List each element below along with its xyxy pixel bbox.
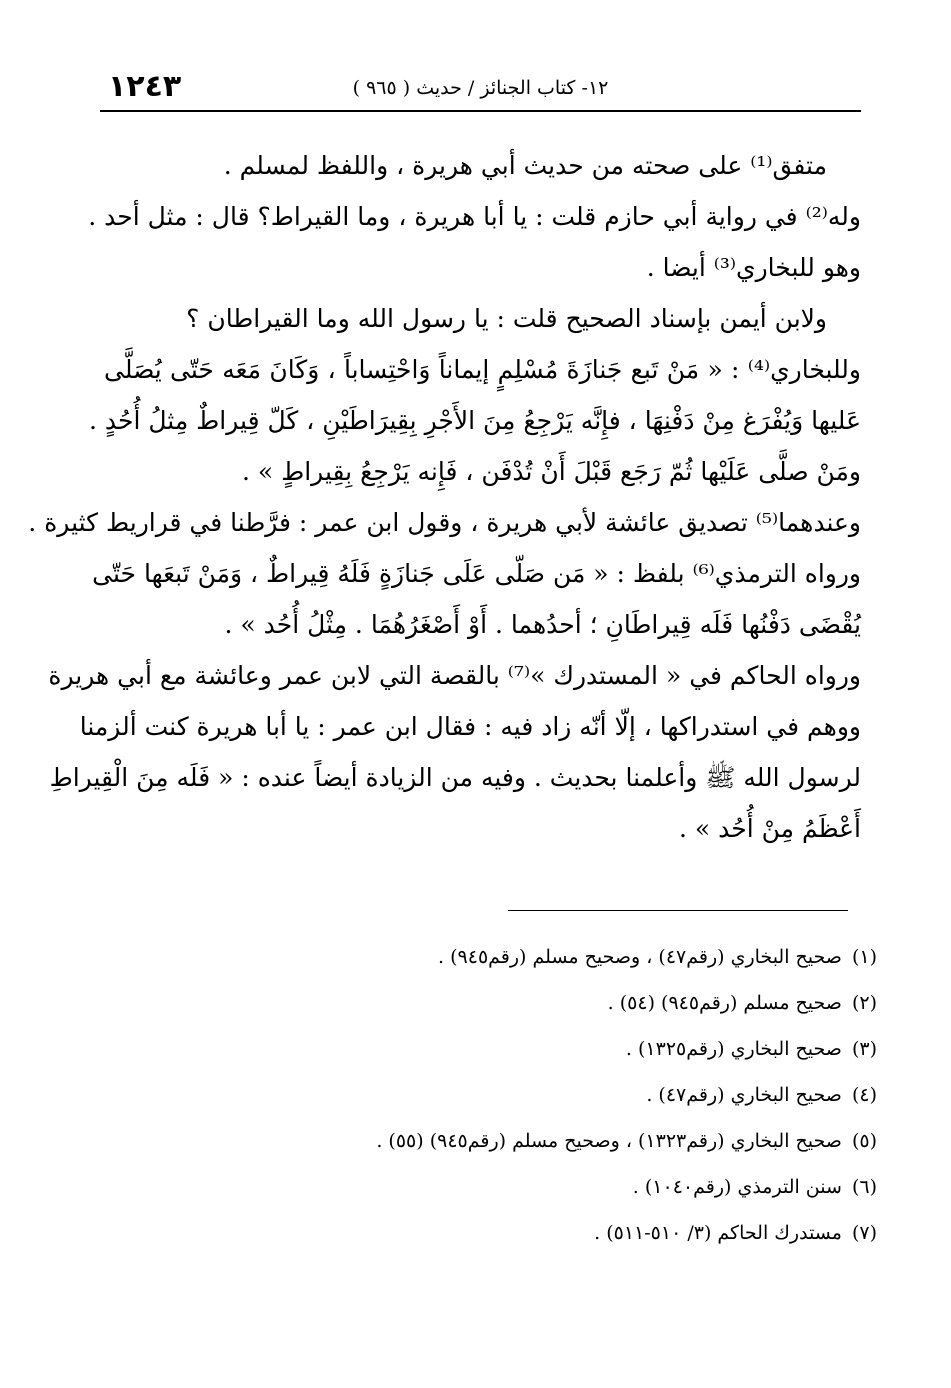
text-line: لرسول الله ﷺ وأعلمنا بحديث . وفيه من الزيادة أيضاً عنده : « فَلَه مِنَ الْقِيراطِ [49, 763, 861, 792]
footnote [97, 980, 877, 1026]
footnote [97, 1026, 877, 1072]
footnote-text: صحيح مسلم (رقم٩٤٥) (٥٤) . [607, 992, 842, 1014]
footnote-number: (٥) [851, 1130, 877, 1152]
text-line: أَعْظَمُ مِنْ أُحُد » . [679, 814, 861, 843]
page-header [100, 70, 861, 106]
footnote-text: صحيح البخاري (رقم٤٧) . [646, 1084, 842, 1106]
footnote-text: صحيح البخاري (رقم١٣٢٣) ، وصحيح مسلم (رقم٩٤٥) (٥٥) . [376, 1130, 842, 1152]
main-text [28, 140, 861, 854]
text-line: ومَنْ صلَّى عَلَيْها ثُمّ رَجَع قَبْلَ أَنْ تُدْفَن ، فَإِنه يَرْجِعُ بِقِيراطٍ » . [241, 457, 861, 486]
footnote-separator [508, 910, 848, 911]
footnotes [97, 934, 877, 1256]
header-rule [100, 110, 861, 112]
footnote-number: (٧) [851, 1222, 877, 1244]
text-line: ورواه الترمذي⁽⁶⁾ بلفظ : « مَن صَلّى عَلَى جَنازَةٍ فَلَهُ قِيراطٌ ، وَمَنْ تَبعَها حَتّى [92, 559, 861, 588]
text-line: متفق⁽¹⁾ على صحته من حديث أبي هريرة ، واللفظ لمسلم . [223, 151, 827, 180]
footnote-number: (٢) [851, 992, 877, 1014]
footnote-number: (٦) [851, 1176, 877, 1198]
text-line: ولابن أيمن بإسناد الصحيح قلت : يا رسول الله وما القيراطان ؟ [186, 304, 827, 333]
footnote-number: (١) [851, 946, 877, 968]
footnote [97, 1072, 877, 1118]
running-head: ١٢- كتاب الجنائز / حديث ( ٩٦٥ ) [352, 77, 609, 99]
footnote-text: مستدرك الحاكم (٣/ ٥١٠-٥١١) . [594, 1222, 842, 1244]
footnote-number: (٣) [851, 1038, 877, 1060]
footnote [97, 1210, 877, 1256]
text-line: ورواه الحاكم في « المستدرك »⁽⁷⁾ بالقصة التي لابن عمر وعائشة مع أبي هريرة [48, 661, 861, 690]
footnote-text: سنن الترمذي (رقم١٠٤٠) . [632, 1176, 842, 1198]
text-line: وللبخاري⁽⁴⁾ : « مَنْ تَبع جَنازَةَ مُسْلِمٍ إيماناً وَاحْتِساباً ، وَكَانَ مَعَه حَتّى يُصَلَّى [104, 355, 861, 384]
text-line: وهو للبخاري⁽³⁾ أيضا . [646, 253, 861, 282]
footnote-number: (٤) [851, 1084, 877, 1106]
text-line: عَليها وَيُفْرَغ مِنْ دَفْنِهَا ، فإِنَّه يَرْجِعُ مِنَ الأَجْرِ بِقِيرَاطَيْنِ ، كَلّ قِيراطٌ مِثلُ أُحُدٍ . [89, 406, 861, 435]
footnote [97, 1164, 877, 1210]
text-line: ووهم في استدراكها ، إلّا أنّه زاد فيه : فقال ابن عمر : يا أبا هريرة كنت ألزمنا [79, 712, 861, 741]
text-line: وله⁽²⁾ في رواية أبي حازم قلت : يا أبا هريرة ، وما القيراط؟ قال : مثل أحد . [88, 202, 861, 231]
footnote [97, 1118, 877, 1164]
text-line: يُقْضَى دَفْنُها فَلَه قِيراطَانِ ؛ أحدُهما . أَوْ أَصْغَرُهُمَا . مِثْلُ أُحُد » . [224, 610, 861, 639]
footnote-text: صحيح البخاري (رقم٤٧) ، وصحيح مسلم (رقم٩٤٥) . [438, 946, 842, 968]
page-number: ١٢٤٣ [108, 69, 182, 104]
text-line: وعندهما⁽⁵⁾ تصديق عائشة لأبي هريرة ، وقول ابن عمر : فرَّطنا في قراريط كثيرة . [28, 508, 861, 537]
footnote-text: صحيح البخاري (رقم١٣٢٥) . [625, 1038, 842, 1060]
footnote [97, 934, 877, 980]
